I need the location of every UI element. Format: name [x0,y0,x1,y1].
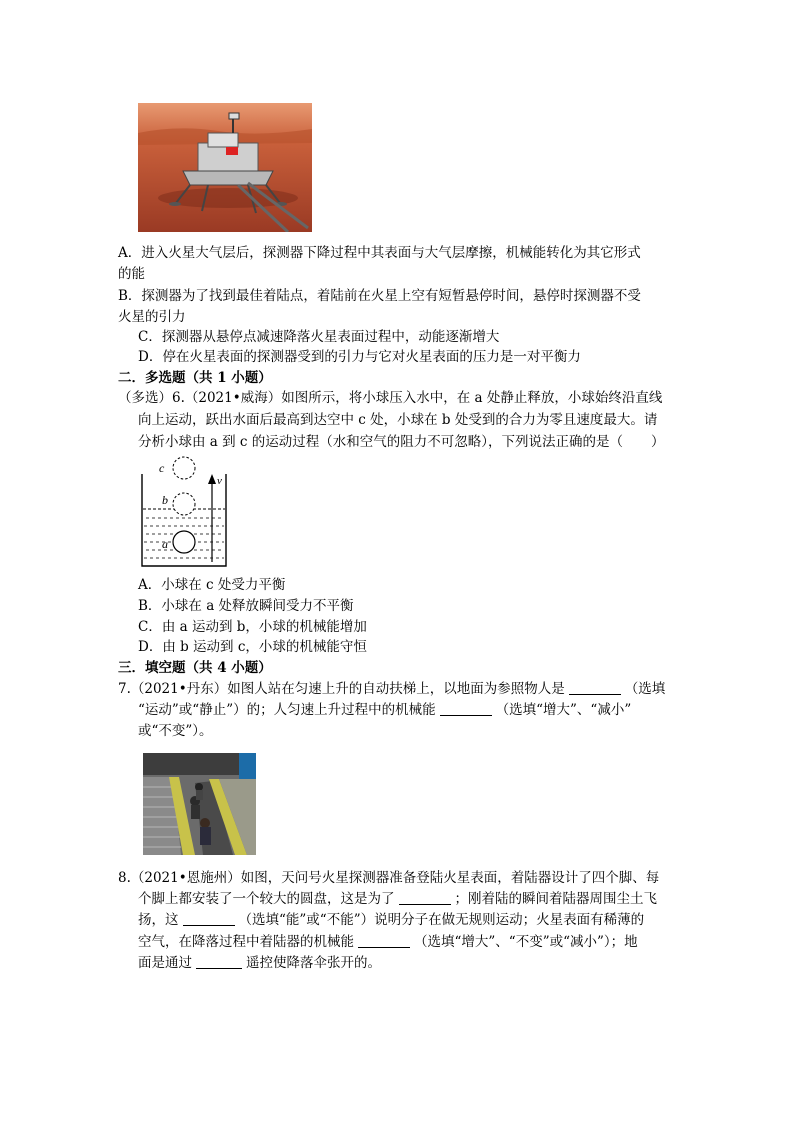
q8-line3-text: 扬，这 [138,912,179,928]
q7-line2-text: “运动”或“静止”）的；人匀速上升过程中的机械能 [138,702,436,718]
q6-line3-close: ） [651,434,665,450]
mars-lander-image [138,103,312,232]
q6-line3 [138,432,665,452]
q8-line3-tail: （选填“能”或“不能”）说明分子在做无规则运动；火星表面有稀薄的 [238,912,645,928]
q8-blank-4[interactable] [196,954,242,969]
q6-option-c: C．由 a 运动到 b，小球的机械能增加 [138,619,367,635]
q7-blank-2[interactable] [440,701,492,716]
q8-line2-text: 个脚上都安装了一个较大的圆盘，这是为了 [138,891,395,907]
q8-line2-tail: ；刚着陆的瞬间着陆器周围尘土飞 [454,891,657,907]
q6-line3-text: 分析小球由 a 到 c 的运动过程（水和空气的阻力不可忽略），下列说法正确的是（ [138,434,624,450]
q5-option-c: C．探测器从悬停点减速降落火星表面过程中，动能逐渐增大 [138,329,500,345]
q7-line2-tail: （选填“增大”、“减小” [495,702,632,718]
q7-line1 [118,679,665,699]
escalator-image [143,753,256,855]
q5-option-a-line2: 的能 [118,266,145,282]
q8-line4-text: 空气，在降落过程中着陆器的机械能 [138,934,354,950]
q8-line3 [138,910,644,930]
ball-b [173,493,195,515]
ball-a [173,531,195,553]
q6-option-d: D．由 b 运动到 c，小球的机械能守恒 [138,639,367,655]
ball-c [173,457,195,479]
q8-line5-text: 面是通过 [138,955,192,971]
q8-blank-2[interactable] [183,911,235,926]
q8-line4-tail: （选填“增大”、“不变”或“减小”）；地 [414,934,638,950]
q8-line2 [138,889,657,909]
q8-line5 [138,953,381,973]
q6-option-b: B．小球在 a 处释放瞬间受力不平衡 [138,598,354,614]
q8-blank-1[interactable] [399,890,451,905]
section-2-title: 二．多选题（共 1 小题） [118,370,272,386]
q8-line4 [138,932,638,952]
ball-water-diagram [140,452,240,572]
q7-blank-1[interactable] [569,680,621,695]
q6-line1: （多选）6.（2021•威海）如图所示，将小球压入水中，在 a 处静止释放，小球始终沿直线 [118,390,663,406]
label-v: v [217,475,222,487]
q5-option-b-line1: B．探测器为了找到最佳着陆点，着陆前在火星上空有短暂悬停时间，悬停时探测器不受 [118,288,641,304]
q8-line5-tail: 遥控使降落伞张开的。 [246,955,381,971]
q6-line2: 向上运动，跃出水面后最高到达空中 c 处，小球在 b 处受到的合力为零且速度最大。请 [138,412,658,428]
label-b: b [162,493,168,507]
q7-line1-text: 7.（2021•丹东）如图人站在匀速上升的自动扶梯上，以地面为参照物人是 [118,681,565,697]
section-3-title: 三．填空题（共 4 小题） [118,660,272,676]
label-a: a [162,537,168,551]
q7-line2 [138,700,631,720]
q6-option-a: A．小球在 c 处受力平衡 [138,577,286,593]
q5-option-d: D．停在火星表面的探测器受到的引力与它对火星表面的压力是一对平衡力 [138,349,581,365]
q7-line1-tail: （选填 [624,681,666,697]
label-c: c [159,461,165,475]
q5-option-b-line2: 火星的引力 [118,309,186,325]
q8-blank-3[interactable] [358,933,410,948]
q8-line1: 8.（2021•恩施州）如图，天问号火星探测器准备登陆火星表面，着陆器设计了四个脚、每 [118,870,660,886]
q5-option-a-line1: A．进入火星大气层后，探测器下降过程中其表面与大气层摩擦，机械能转化为其它形式 [118,245,641,261]
q7-line3: 或“不变”）。 [138,723,213,739]
